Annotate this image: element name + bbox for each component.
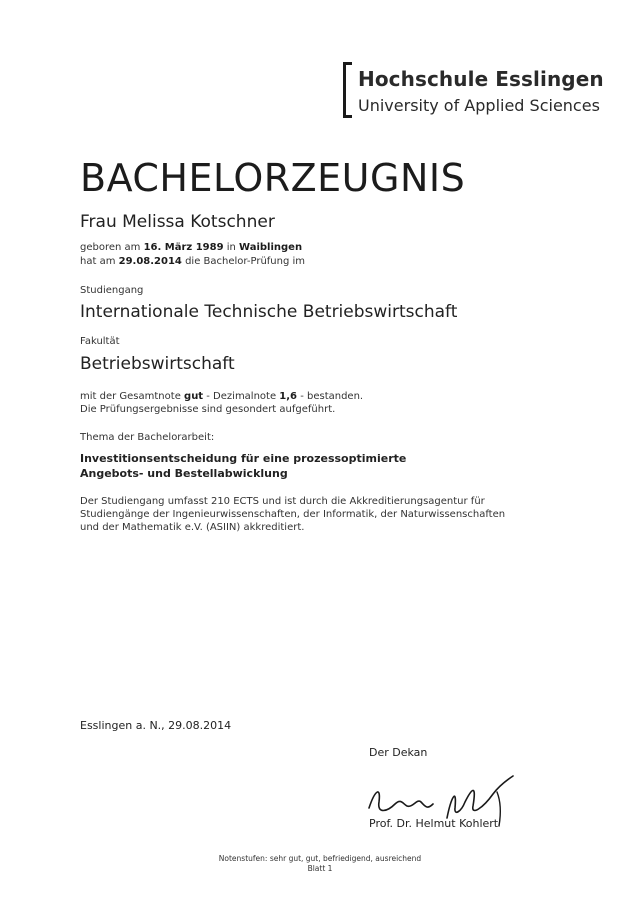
accreditation-line2: Studiengänge der Ingenieurwissenschaften, der Informatik, der Naturwissenschaften: [80, 509, 506, 520]
decimal-grade: 1,6: [279, 391, 298, 402]
result-note: Die Prüfungsergebnisse sind gesondert aufgeführt.: [80, 404, 336, 415]
birth-date: 16. März 1989: [143, 242, 224, 253]
program-value: Internationale Technische Betriebswirtschaft: [80, 302, 458, 322]
born-in: in: [223, 242, 240, 253]
birth-place: Waiblingen: [239, 242, 303, 253]
result-prefix: mit der Gesamtnote: [80, 391, 185, 402]
thesis-label: Thema der Bachelorarbeit:: [80, 432, 215, 443]
result-mid: - Dezimalnote: [203, 391, 280, 402]
logo-subtitle: University of Applied Sciences: [358, 96, 600, 115]
exam-text: die Bachelor-Prüfung im: [181, 256, 306, 267]
exam-line: [80, 255, 305, 268]
exam-prefix: hat am: [80, 256, 119, 267]
faculty-value: Betriebswirtschaft: [80, 354, 235, 374]
accreditation-line3: und der Mathematik e.V. (ASIIN) akkreditiert.: [80, 522, 305, 533]
program-label: Studiengang: [80, 285, 144, 296]
accreditation-line1: Der Studiengang umfasst 210 ECTS und ist durch die Akkreditierungsagentur für: [80, 496, 485, 507]
overall-grade: gut: [184, 391, 204, 402]
thesis-title-line1: Investitionsentscheidung für eine prozessoptimierte: [80, 452, 407, 465]
dean-name: Prof. Dr. Helmut Kohlert: [369, 817, 499, 830]
document-title: BACHELORZEUGNIS: [80, 156, 466, 200]
logo-bracket: [343, 62, 352, 118]
place-date: Esslingen a. N., 29.08.2014: [80, 719, 232, 732]
faculty-label: Fakultät: [80, 336, 120, 347]
born-prefix: geboren am: [80, 242, 144, 253]
sheet-number: Blatt 1: [307, 864, 333, 873]
grade-scale-note: Notenstufen: sehr gut, gut, befriedigend, ausreichend: [218, 854, 422, 863]
logo-institution-name: Hochschule Esslingen: [358, 67, 604, 91]
result-suffix: - bestanden.: [297, 391, 364, 402]
graduate-name: Frau Melissa Kotschner: [80, 212, 275, 232]
birth-line: [80, 241, 302, 254]
exam-date: 29.08.2014: [118, 256, 182, 267]
dean-label: Der Dekan: [369, 746, 428, 759]
thesis-title-line2: Angebots- und Bestellabwicklung: [80, 467, 288, 480]
result-line: [80, 390, 363, 403]
